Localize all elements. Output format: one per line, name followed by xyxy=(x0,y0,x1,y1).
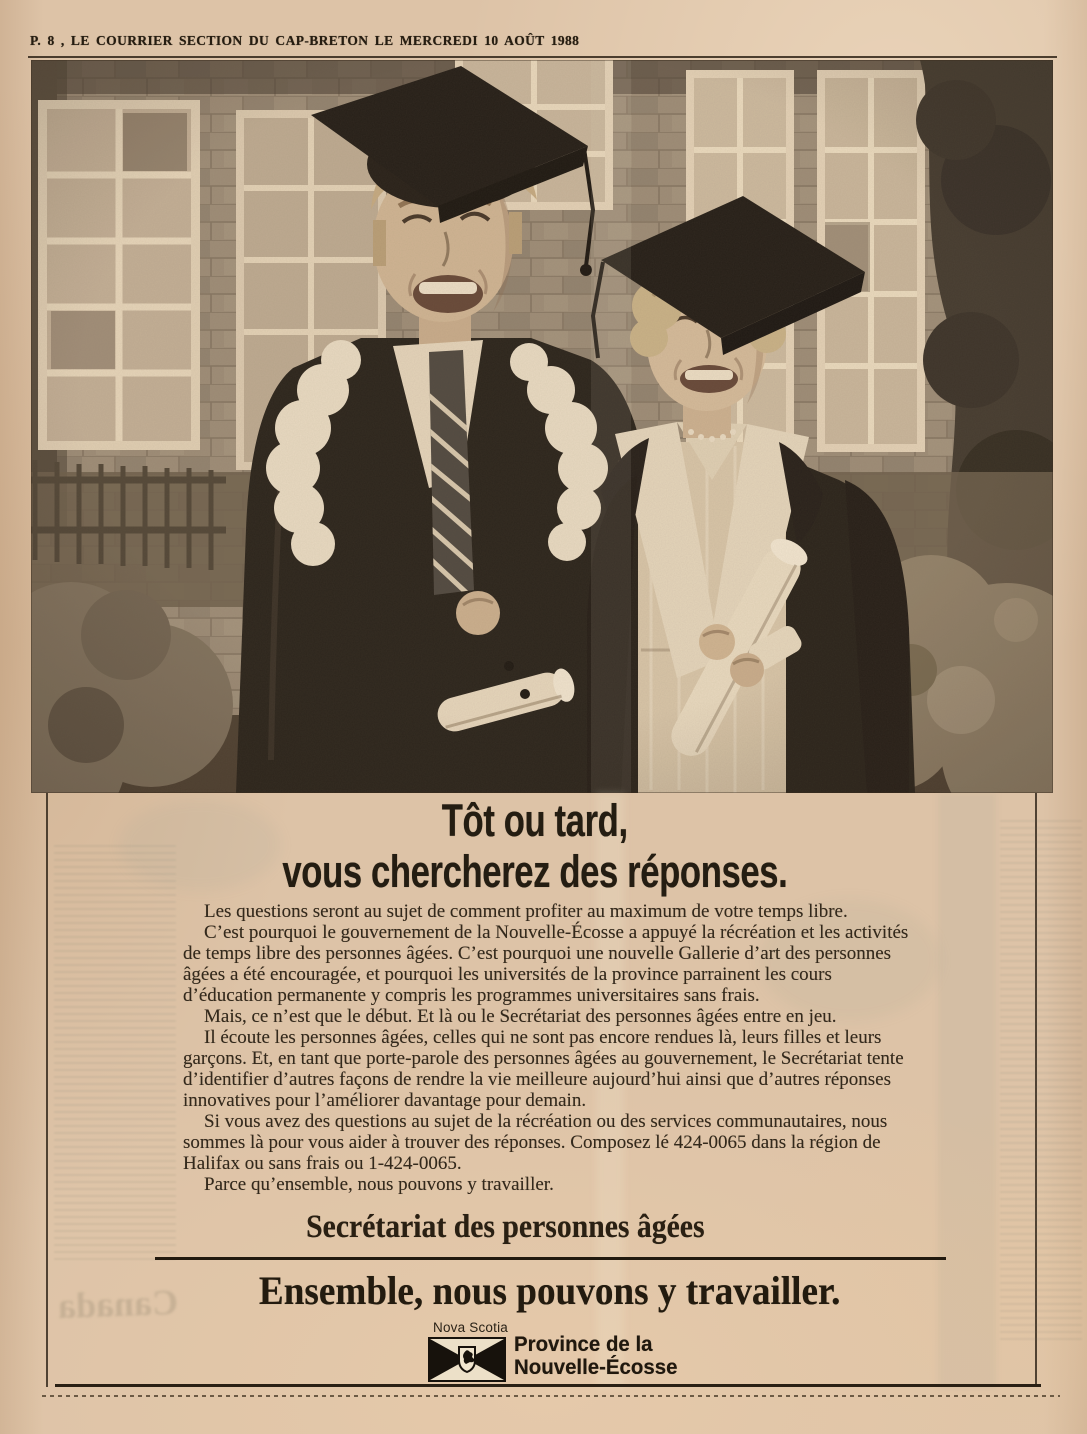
ad-left-rule xyxy=(46,793,48,1387)
ad-body xyxy=(183,901,925,1195)
ad-headline-line1: Tôt ou tard, xyxy=(442,795,628,846)
logo-province-name xyxy=(514,1333,677,1379)
ad-slogan: Ensemble, nous pouvons y travailler. xyxy=(259,1268,841,1313)
ghost-canada-wordmark: Canada xyxy=(57,1281,179,1327)
logo-province-line2: Nouvelle-Écosse xyxy=(514,1355,678,1379)
ad-subheading: Secrétariat des personnes âgées xyxy=(305,1209,705,1245)
logo-province-line1: Province de la xyxy=(514,1332,653,1356)
ad-divider-rule xyxy=(155,1257,946,1260)
ad-paragraph: Il écoute les personnes âgées, celles qui ne sont pas encore rendues là, leurs filles et leurs garçons. Et, en tant que porte-parole des personnes âgées au gouvernement, le Secrétariat tente d’identifier d’autres façons de rendre la vie meilleure aujourd’hui ainsi que d’autres réponses innovatives pour l’améliorer davantage pour demain. xyxy=(183,1027,904,1111)
logo-region-label: Nova Scotia xyxy=(433,1320,508,1335)
ad-headline-line2: vous chercherez des réponses. xyxy=(282,846,788,897)
page-header: P. 8 , LE COURRIER SECTION DU CAP-BRETON LE MERCREDI 10 AOÛT 1988 xyxy=(30,33,580,48)
bottom-dashed-rule xyxy=(42,1395,1060,1397)
ad-paragraph: Mais, ce n’est que le début. Et là ou le Secrétariat des personnes âgées entre en jeu. xyxy=(204,1006,837,1027)
bottom-rule xyxy=(55,1384,1041,1387)
ad-paragraph: Si vous avez des questions au sujet de la récréation ou des services communautaires, nous sommes là pour vous aider à trouver des réponses. Composez lé 424-0065 dans la région de Halifax ou sans frais ou 1-424-0065. xyxy=(183,1111,888,1174)
nova-scotia-flag-icon xyxy=(428,1337,506,1382)
ad-paragraph: C’est pourquoi le gouvernement de la Nouvelle-Écosse a appuyé la récréation et les activités de temps libre des personnes âgées. C’est pourquoi une nouvelle Gallerie d’art des personnes âgées a été encouragée, et pourquoi les universités de la province parrainent les cours d’éducation permanente y compris les programmes universitaires sans frais. xyxy=(183,922,909,1006)
ad-headline xyxy=(155,795,915,897)
ghost-bleedthrough-left xyxy=(54,845,176,1260)
ad-paragraph: Les questions seront au sujet de comment profiter au maximum de votre temps libre. xyxy=(204,901,848,922)
graduation-photo xyxy=(31,60,1053,793)
header-rule xyxy=(28,56,1057,58)
ghost-bleedthrough-right xyxy=(1000,820,1082,1345)
ad-paragraph: Parce qu’ensemble, nous pouvons y travailler. xyxy=(204,1174,554,1195)
